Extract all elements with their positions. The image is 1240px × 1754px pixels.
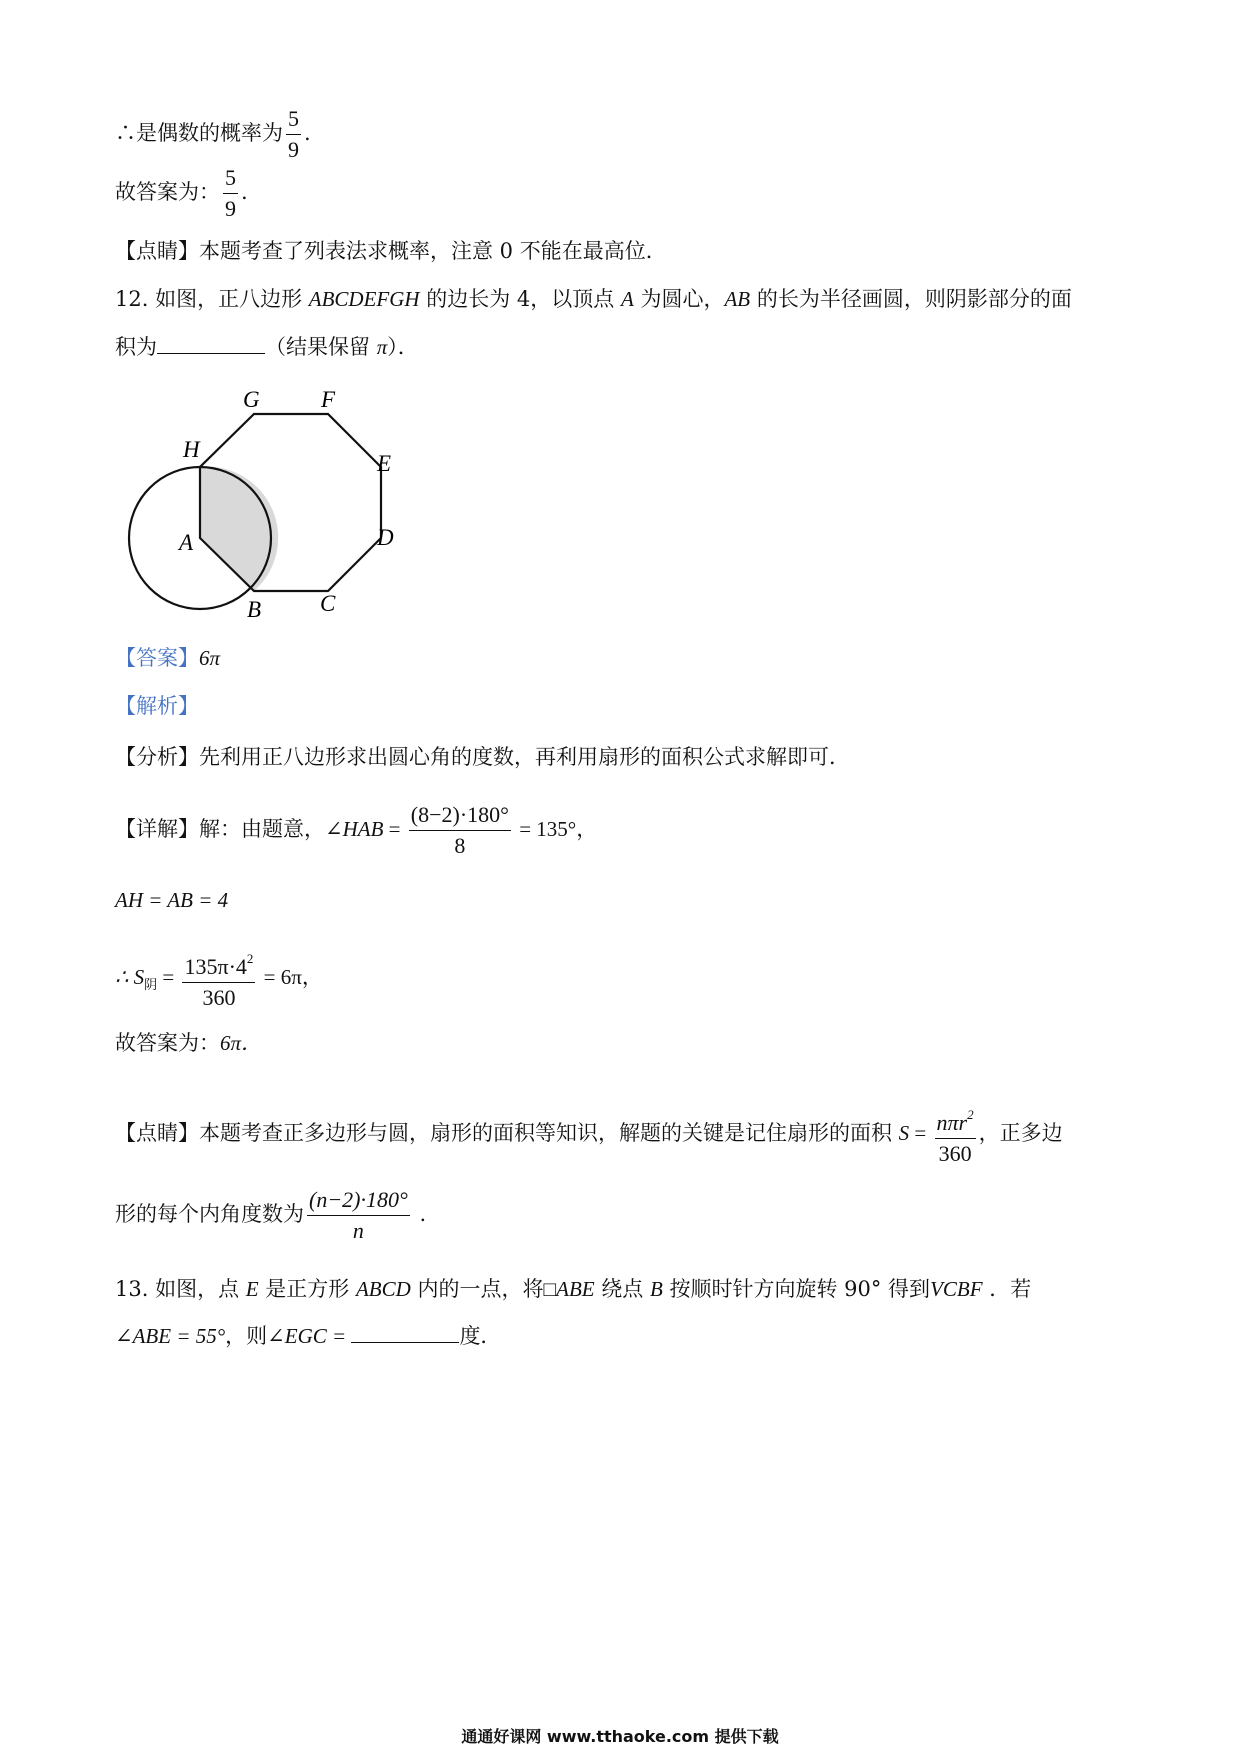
math: ∠EGC = [267,1324,352,1348]
answer-statement [115,163,248,224]
math: ABCDEFGH [308,287,420,311]
answer-blank [157,333,265,354]
fraction [409,800,511,861]
label-D: D [377,525,394,550]
math: ∠ABE = 55° [115,1324,226,1348]
math: ∴ S [115,965,145,989]
probability-conclusion [115,104,311,165]
analysis-line: 【分析】先利用正八边形求出圆心角的度数，再利用扇形的面积公式求解即可． [115,745,850,769]
label-H: H [183,437,200,462]
text: ∴是偶数的概率为 [115,121,283,145]
superscript: 2 [967,1107,974,1122]
text: ．若 [982,1277,1032,1301]
superscript: 2 [246,951,254,966]
fraction [223,163,238,224]
text: 故答案为： [115,180,220,204]
answer-value: 6π [199,646,221,670]
text: 的长为半径画圆，则阴影部分的面 [750,287,1072,311]
text: 的边长为 4，以顶点 [419,287,621,311]
comment-line: 【点睛】本题考查了列表法求概率，注意 0 不能在最高位． [115,239,667,263]
denominator: 8 [454,833,466,858]
text: ，正多边 [978,1121,1063,1145]
area-formula-line [115,944,323,1013]
numerator [182,944,255,983]
math: A [620,287,634,311]
text: 【点睛】本题考查正多边形与圆，扇形的面积等知识，解题的关键是记住扇形的面积 [115,1121,899,1145]
numerator [935,1100,976,1139]
text: ，则 [225,1324,268,1348]
denominator: 360 [938,1141,972,1166]
solution-line [115,800,597,861]
question-13-line-1 [115,1273,1031,1305]
text: . [304,121,311,145]
text: 是正方形 [258,1277,356,1301]
math: ABCD [355,1277,411,1301]
numerator: 5 [223,163,238,194]
fraction [307,1185,410,1246]
analysis-tag: 【解析】 [115,694,199,718]
key-point-line-2 [115,1185,426,1246]
text: 12. 如图，正八边形 [115,287,309,311]
subscript: 阴 [144,978,158,993]
label-A: A [179,530,194,555]
denominator: 360 [202,985,236,1010]
answer-statement-2 [115,1027,262,1059]
fraction [935,1100,976,1169]
label-E: E [377,451,392,476]
text: （结果保留 [265,335,377,359]
denominator: n [352,1218,364,1243]
fraction [182,944,255,1013]
footer-watermark: 通通好课网 www.tthaoke.com 提供下载 [461,1727,779,1746]
math: ∠HAB [325,817,384,841]
answer-tag: 【答案】 [115,646,199,670]
math: = [157,965,180,989]
label-G: G [243,387,260,412]
label-C: C [320,591,336,616]
text: ）． [387,335,419,359]
math: AB [724,287,751,311]
denominator: 9 [288,137,299,162]
text: 为圆心， [633,287,725,311]
math: = [383,817,406,841]
math: E [245,1277,259,1301]
question-13-line-2 [115,1320,501,1352]
question-12-line-2 [115,331,419,363]
octagon-circle-figure [115,385,435,625]
text: 【详解】解：由题意， [115,817,325,841]
text: . [241,180,248,204]
numerator: (n−2)·180° [307,1185,410,1216]
math: = 135°， [513,817,598,841]
text: 故答案为： [115,1031,220,1055]
label-F: F [321,387,336,412]
math: B [649,1277,663,1301]
text: 形的每个内角度数为 [115,1202,304,1226]
answer-blank [351,1322,459,1343]
ah-equals-ab: AH = AB = 4 [115,888,229,912]
text: 度． [459,1324,502,1348]
numerator-text: 135π·4 [184,954,247,979]
denominator: 9 [225,196,236,221]
numerator: (8−2)·180° [409,800,511,831]
fraction [286,104,301,165]
numerator: 5 [286,104,301,135]
key-point-line-1 [115,1100,1063,1169]
label-B: B [247,597,262,622]
math: 6π． [220,1031,263,1055]
math: π [376,335,388,359]
math: VCBF [930,1277,983,1301]
question-12-line-1 [115,283,1072,315]
math: □ABE [543,1277,595,1301]
answer-line [115,642,220,674]
text: . [412,1202,427,1226]
math: = [909,1121,932,1145]
shaded-sector [200,467,278,591]
text: 绕点 [594,1277,650,1301]
text: 内的一点，将 [410,1277,544,1301]
math: = 6π， [258,965,323,989]
math: S [898,1121,910,1145]
text: 积为 [115,335,157,359]
numerator-text: nπr [936,1110,968,1135]
text: 按顺时针方向旋转 90° 得到 [662,1277,931,1301]
text: 13. 如图，点 [115,1277,246,1301]
